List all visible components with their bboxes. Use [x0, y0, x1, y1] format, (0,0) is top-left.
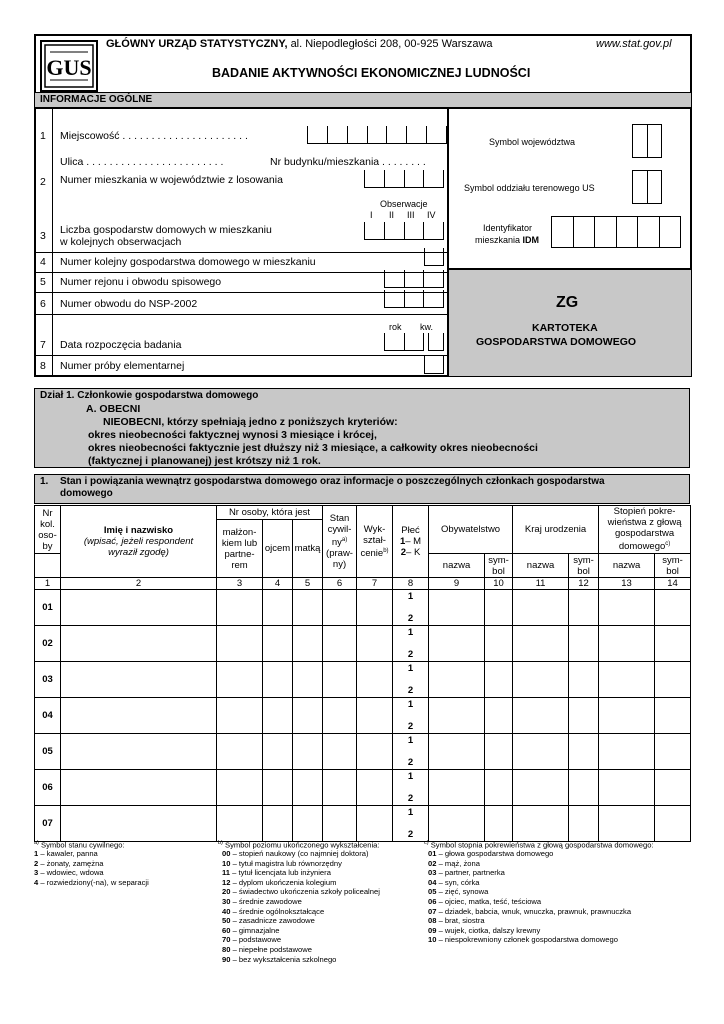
row-number: 07 [42, 818, 53, 829]
header-spouse: małżon- kiem lub partne- rem [217, 520, 263, 578]
table-cell[interactable] [263, 626, 293, 662]
table-cell[interactable] [513, 590, 569, 626]
sex-option-1[interactable]: 1 [407, 627, 414, 638]
footnote-item: 09 – wujek, ciotka, dalszy krewny [428, 925, 541, 935]
footnote-item: 00 – stopień naukowy (co najmniej doktora) [222, 849, 369, 858]
footnote-item: 05 – zięć, synowa [428, 887, 489, 897]
table-cell[interactable] [323, 770, 357, 806]
table-cell[interactable] [357, 626, 393, 662]
header-education: Wyk- ształ- cenie$^{b)}$ [357, 506, 393, 578]
table-cell[interactable] [61, 626, 217, 662]
footnote-item: 12 – dyplom ukończenia kolegium [222, 877, 337, 887]
footnote-item: 2 – żonaty, zamężna [34, 858, 104, 868]
table-cell[interactable] [599, 770, 655, 806]
table-row [35, 626, 691, 662]
table-cell[interactable] [599, 734, 655, 770]
table-cell[interactable] [217, 698, 263, 734]
column-number: 12 [569, 578, 599, 590]
table-cell[interactable] [263, 590, 293, 626]
row-number: 04 [42, 710, 53, 721]
column-number: 4 [263, 578, 293, 590]
sex-option-1[interactable]: 1 [407, 735, 414, 746]
voivodeship-symbol-label: Symbol województwa [489, 137, 576, 147]
row-number: 05 [42, 746, 53, 757]
table-cell[interactable] [293, 662, 323, 698]
obs-col-1: I [370, 210, 373, 220]
table-cell[interactable] [293, 590, 323, 626]
row2-num: 2 [40, 176, 46, 188]
header-nr: Nr kol. oso- by [35, 506, 61, 554]
footnote-item: 30 – średnie zawodowe [222, 896, 302, 906]
table-cell[interactable] [323, 626, 357, 662]
sex-option-2[interactable]: 2 [407, 649, 414, 660]
logo-text: GUS [46, 55, 92, 80]
footnote-item: 10 – niespokrewniony członek gospodarstwa domowego [428, 935, 618, 945]
sex-option-2[interactable]: 2 [407, 793, 414, 804]
footnote-item: 03 – partner, partnerka [428, 868, 505, 878]
header-kinship: Stopień pokre- wieństwa z głową gospodarstwa domowego$^{c)}$ [599, 506, 691, 554]
sex-option-2[interactable]: 2 [407, 757, 414, 768]
footnote-item: 07 – dziadek, babcia, wnuk, wnuczka, prawnuk, prawnuczka [428, 906, 632, 916]
sex-cell[interactable] [393, 626, 429, 662]
idm-field[interactable] [551, 216, 681, 248]
column-number: 5 [293, 578, 323, 590]
sex-cell[interactable] [393, 806, 429, 842]
row7-num: 7 [40, 339, 46, 351]
table-cell[interactable] [485, 590, 513, 626]
column-number: 3 [217, 578, 263, 590]
observations-label: Obserwacje [380, 199, 428, 209]
obs-col-2: II [389, 210, 395, 220]
table-cell[interactable] [357, 806, 393, 842]
table-cell[interactable] [293, 698, 323, 734]
table-cell[interactable] [323, 698, 357, 734]
table-cell[interactable] [323, 734, 357, 770]
table-cell[interactable] [513, 662, 569, 698]
table-cell[interactable] [655, 770, 691, 806]
table-cell[interactable] [217, 806, 263, 842]
sample-number-field[interactable] [424, 356, 444, 374]
table-row [35, 806, 691, 842]
section1-line-3: okres nieobecności faktycznie jest dłuższy niż 3 miesiące, a całkowity okres nieobecności [88, 442, 538, 454]
members-table [34, 505, 691, 842]
footnote-item: 10 – tytuł magistra lub równorzędny [222, 858, 342, 868]
table-cell[interactable] [357, 734, 393, 770]
table-cell[interactable] [263, 734, 293, 770]
row6-num: 6 [40, 298, 46, 310]
table-cell[interactable] [217, 770, 263, 806]
table-cell[interactable] [357, 662, 393, 698]
header-birth-country: Kraj urodzenia [513, 506, 599, 554]
row1-num: 1 [40, 130, 46, 142]
card-title-1: KARTOTEKA [532, 322, 598, 334]
org-name: GŁÓWNY URZĄD STATYSTYCZNY, al. Niepodległości 208, 00-925 Warszawa [106, 38, 493, 50]
footnote-item: 90 – bez wykształcenia szkolnego [222, 954, 337, 964]
household-number-field[interactable] [424, 248, 444, 266]
table-cell[interactable] [485, 698, 513, 734]
column-number: 6 [323, 578, 357, 590]
question1-text-1: Stan i powiązania wewnątrz gospodarstwa domowego oraz informacje o poszczególnych członkach gospodarstwa [60, 476, 605, 487]
question1-num: 1. [40, 476, 49, 487]
table-cell[interactable] [569, 590, 599, 626]
org-address: al. Niepodległości 208, 00-925 Warszawa [290, 38, 493, 50]
table-cell[interactable] [485, 662, 513, 698]
header-person-number: Nr osoby, która jest [217, 506, 323, 520]
street-label: Ulica . . . . . . . . . . . . . . . . . . . . . . . . [60, 156, 224, 168]
table-cell[interactable] [61, 662, 217, 698]
card-title-2: GOSPODARSTWA DOMOWEGO [476, 336, 637, 348]
household-number-label: Numer kolejny gospodarstwa domowego w mieszkaniu [60, 256, 316, 268]
table-cell[interactable] [429, 626, 485, 662]
table-cell[interactable] [293, 770, 323, 806]
obs-col-4: IV [427, 210, 436, 220]
households-label-2: w kolejnych obserwacjach [60, 236, 182, 248]
section1-present: A. OBECNI [86, 403, 141, 415]
idm-label-text: mieszkania [475, 235, 521, 245]
sex-option-2[interactable]: 2 [407, 685, 414, 696]
sex-cell[interactable] [393, 662, 429, 698]
general-info-heading: INFORMACJE OGÓLNE [40, 94, 153, 105]
table-cell[interactable] [429, 734, 485, 770]
table-cell[interactable] [485, 626, 513, 662]
footnote-item: 08 – brat, siostra [428, 916, 485, 926]
table-row [35, 662, 691, 698]
sex-cell[interactable] [393, 770, 429, 806]
table-cell[interactable] [323, 662, 357, 698]
table-cell[interactable] [357, 590, 393, 626]
idm-label-2 [475, 235, 539, 246]
section1-title: Dział 1. Członkowie gospodarstwa domowego [40, 390, 259, 401]
building-label: Nr budynku/mieszkania . . . . . . . . [270, 156, 426, 168]
footnote-item: 01 – głowa gospodarstwa domowego [428, 849, 554, 858]
sample-number-label: Numer próby elementarnej [60, 360, 185, 372]
table-cell[interactable] [61, 770, 217, 806]
table-cell[interactable] [485, 734, 513, 770]
header-sex: Płeć 1– M 2– K [393, 506, 429, 578]
table-cell[interactable] [293, 806, 323, 842]
sex-cell[interactable] [393, 698, 429, 734]
table-cell[interactable] [217, 626, 263, 662]
table-cell[interactable] [485, 806, 513, 842]
table-cell[interactable] [61, 590, 217, 626]
table-cell[interactable] [655, 734, 691, 770]
footnote-item: 50 – zasadnicze zawodowe [222, 916, 315, 926]
column-number: 9 [429, 578, 485, 590]
office-symbol-field[interactable] [632, 170, 662, 204]
table-cell[interactable] [599, 590, 655, 626]
footnote-item: 40 – średnie ogólnokształcące [222, 906, 325, 916]
table-cell[interactable] [513, 806, 569, 842]
office-symbol-label: Symbol oddziału terenowego US [464, 183, 595, 193]
table-cell[interactable] [655, 590, 691, 626]
table-cell[interactable] [429, 590, 485, 626]
row-number: 02 [42, 638, 53, 649]
sex-option-1[interactable]: 1 [407, 771, 414, 782]
sex-option-2[interactable]: 2 [407, 721, 414, 732]
table-cell[interactable] [569, 662, 599, 698]
footnote-item: 06 – ojciec, matka, teść, teściowa [428, 896, 542, 906]
table-cell[interactable] [655, 662, 691, 698]
idm-label-1: Identyfikator [483, 223, 533, 233]
table-row [35, 590, 691, 626]
footnote-item: 3 – wdowiec, wdowa [34, 868, 104, 878]
table-cell[interactable] [429, 770, 485, 806]
year-label: rok [389, 322, 402, 332]
table-cell[interactable] [217, 734, 263, 770]
row3-num: 3 [40, 230, 46, 242]
town-label: Miejscowość . . . . . . . . . . . . . . . . . . . . . . [60, 130, 248, 142]
nsp-district-label: Numer obwodu do NSP-2002 [60, 298, 198, 310]
section1-line-1: NIEOBECNI, którzy spełniają jedno z poniższych kryteriów: [103, 416, 398, 428]
header-birth-name: nazwa [513, 554, 569, 578]
households-label: Liczba gospodarstw domowych w mieszkaniu [60, 224, 272, 236]
nsp-district-field[interactable] [384, 290, 444, 308]
footnote-item: 80 – niepełne podstawowe [222, 944, 312, 954]
column-number: 10 [485, 578, 513, 590]
footnote-b: $^{b)}$ Symbol poziomu ukończonego wykształcenia: [218, 840, 380, 850]
table-cell[interactable] [513, 734, 569, 770]
start-date-label: Data rozpoczęcia badania [60, 339, 182, 351]
table-cell[interactable] [429, 806, 485, 842]
table-cell[interactable] [599, 698, 655, 734]
footnote-item: 60 – gimnazjalne [222, 925, 280, 935]
table-cell[interactable] [293, 626, 323, 662]
header-citizen-name: nazwa [429, 554, 485, 578]
flat-number-field[interactable] [364, 170, 444, 188]
start-quarter-field[interactable] [428, 333, 444, 351]
table-cell[interactable] [61, 806, 217, 842]
footnote-item: 02 – mąż, żona [428, 858, 480, 868]
town-field[interactable] [307, 126, 447, 144]
table-cell[interactable] [263, 662, 293, 698]
header-mother: matką [293, 520, 323, 578]
footnote-item: 20 – świadectwo ukończenia szkoły policealnej [222, 887, 380, 897]
page-title: BADANIE AKTYWNOŚCI EKONOMICZNEJ LUDNOŚCI [212, 66, 531, 80]
table-cell[interactable] [569, 770, 599, 806]
table-cell[interactable] [357, 770, 393, 806]
sex-option-1[interactable]: 1 [407, 699, 414, 710]
zg-code: ZG [556, 294, 579, 311]
table-cell[interactable] [655, 626, 691, 662]
table-cell[interactable] [513, 626, 569, 662]
table-cell[interactable] [263, 698, 293, 734]
sex-cell[interactable] [393, 734, 429, 770]
table-cell[interactable] [217, 590, 263, 626]
table-cell[interactable] [569, 806, 599, 842]
table-cell[interactable] [513, 770, 569, 806]
table-cell[interactable] [263, 806, 293, 842]
footnote-item: 1 – kawaler, panna [34, 849, 98, 858]
table-cell[interactable] [61, 698, 217, 734]
sex-option-1[interactable]: 1 [407, 807, 414, 818]
table-cell[interactable] [569, 626, 599, 662]
gus-logo [40, 40, 98, 92]
flat-number-label: Numer mieszkania w województwie z losowania [60, 174, 283, 186]
column-number: 14 [655, 578, 691, 590]
sex-option-2[interactable]: 2 [407, 613, 414, 624]
section1-line-2: okres nieobecności faktycznej wynosi 3 miesiące i krócej, [88, 429, 377, 441]
table-cell[interactable] [429, 698, 485, 734]
table-cell[interactable] [599, 626, 655, 662]
header-father: ojcem [263, 520, 293, 578]
table-cell[interactable] [569, 698, 599, 734]
sex-cell[interactable] [393, 590, 429, 626]
table-cell[interactable] [485, 770, 513, 806]
column-number: 8 [393, 578, 429, 590]
sex-option-1[interactable]: 1 [407, 663, 414, 674]
column-number: 2 [61, 578, 217, 590]
header-citizen-symbol: sym- bol [485, 554, 513, 578]
table-cell[interactable] [357, 698, 393, 734]
column-number: 13 [599, 578, 655, 590]
section1-line-4: (faktycznej i planowanej) jest krótszy niż 1 rok. [88, 455, 321, 467]
row4-num: 4 [40, 256, 46, 268]
voivodeship-symbol-field[interactable] [632, 124, 662, 158]
gus-logo-icon [42, 42, 96, 90]
row-number: 01 [42, 602, 53, 613]
footnote-item: 04 – syn, córka [428, 877, 480, 887]
table-cell[interactable] [323, 590, 357, 626]
question1-text-2: domowego [60, 488, 113, 499]
idm-label-bold: IDM [522, 235, 540, 245]
row8-num: 8 [40, 360, 46, 372]
row-number: 06 [42, 782, 53, 793]
header-citizenship: Obywatelstwo [429, 506, 513, 554]
footnote-c: $^{c)}$ Symbol stopnia pokrewieństwa z głową gospodarstwa domowego: [424, 840, 654, 850]
sex-option-2[interactable]: 2 [407, 829, 414, 840]
column-number: 1 [35, 578, 61, 590]
header-kin-symbol: sym- bol [655, 554, 691, 578]
table-cell[interactable] [599, 806, 655, 842]
table-row [35, 770, 691, 806]
footnote-item: 4 – rozwiedziony(-na), w separacji [34, 877, 149, 887]
header-birth-symbol: sym- bol [569, 554, 599, 578]
row5-num: 5 [40, 276, 46, 288]
sex-option-1[interactable]: 1 [407, 591, 414, 602]
table-cell[interactable] [429, 662, 485, 698]
website-link[interactable]: www.stat.gov.pl [596, 38, 672, 50]
footnote-item: 70 – podstawowe [222, 935, 282, 945]
obs-col-3: III [407, 210, 415, 220]
row-number: 03 [42, 674, 53, 685]
table-cell[interactable] [293, 734, 323, 770]
census-district-label: Numer rejonu i obwodu spisowego [60, 276, 222, 288]
footnote-a: $^{a)}$ Symbol stanu cywilnego: [34, 840, 125, 850]
households-field[interactable] [364, 222, 444, 240]
table-cell[interactable] [655, 698, 691, 734]
quarter-label: kw. [420, 322, 434, 332]
table-cell[interactable] [217, 662, 263, 698]
column-number: 7 [357, 578, 393, 590]
table-cell[interactable] [569, 734, 599, 770]
table-row [35, 734, 691, 770]
table-cell[interactable] [323, 806, 357, 842]
column-number: 11 [513, 578, 569, 590]
table-cell[interactable] [599, 662, 655, 698]
start-year-field[interactable] [384, 333, 424, 351]
header-kin-name: nazwa [599, 554, 655, 578]
table-cell[interactable] [263, 770, 293, 806]
census-district-field[interactable] [384, 270, 444, 288]
header-name: Imię i nazwisko (wpisać, jeżeli respondent wyraził zgodę) [61, 506, 217, 578]
table-cell[interactable] [61, 734, 217, 770]
table-row [35, 698, 691, 734]
header-civil-status: Stan cywil- $ny^{a)}$ (praw- ny) [323, 506, 357, 578]
table-cell[interactable] [655, 806, 691, 842]
footnote-item: 11 – tytuł licencjata lub inżyniera [222, 868, 331, 878]
table-cell[interactable] [513, 698, 569, 734]
